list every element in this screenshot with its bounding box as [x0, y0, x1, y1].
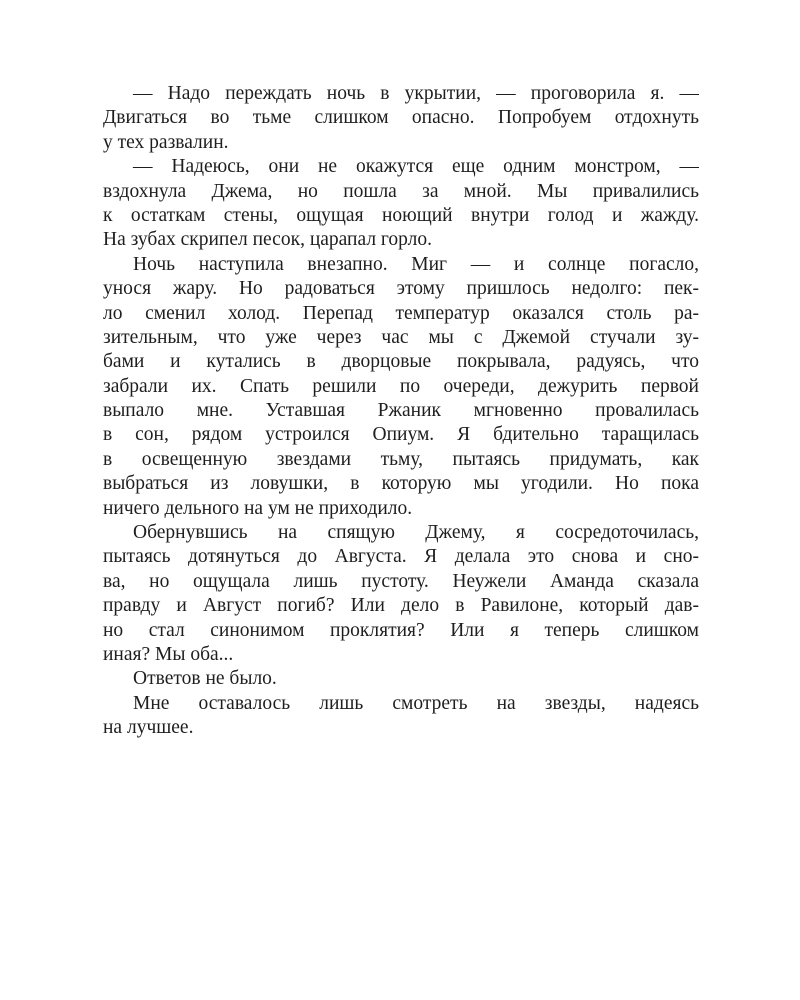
text-line: унося жару. Но радоваться этому пришлось недолго: пек-	[103, 278, 699, 300]
text-line: правду и Август погиб? Или дело в Равилоне, который дав-	[103, 595, 699, 617]
text-line: На зубах скрипел песок, царапал горло.	[103, 229, 433, 251]
text-line: вздохнула Джема, но пошла за мной. Мы привалились	[103, 180, 699, 202]
paragraph-1	[103, 82, 699, 155]
text-line: — Надеюсь, они не окажутся еще одним монстром, —	[133, 156, 699, 178]
text-line: ва, но ощущала лишь пустоту. Неужели Аманда сказала	[103, 570, 699, 592]
text-line: в освещенную звездами тьму, пытаясь придумать, как	[103, 448, 699, 470]
text-line: Ответов не было.	[133, 668, 277, 690]
paragraph-2	[103, 155, 699, 253]
text-line: ничего дельного на ум не приходило.	[103, 497, 413, 519]
page-text	[103, 82, 699, 741]
text-line: — Надо переждать ночь в укрытии, — проговорила я. —	[133, 83, 699, 104]
paragraph-3	[103, 253, 699, 521]
text-line: Ночь наступила внезапно. Миг — и солнце погасло,	[133, 253, 699, 275]
text-line: выпало мне. Уставшая Ржаник мгновенно провалилась	[103, 400, 699, 422]
text-line: но стал синонимом проклятия? Или я теперь слишком	[103, 619, 699, 641]
text-line: к остаткам стены, ощущая ноющий внутри голод и жажду.	[103, 204, 699, 226]
text-line: на лучшее.	[103, 717, 194, 739]
text-line: пытаясь дотянуться до Августа. Я делала это снова и сно-	[103, 546, 699, 568]
text-line: забрали их. Спать решили по очереди, дежурить первой	[103, 375, 699, 397]
text-line: зительным, что уже через час мы с Джемой стучали зу-	[103, 326, 699, 348]
text-line: Двигаться во тьме слишком опасно. Попробуем отдохнуть	[103, 107, 699, 129]
paragraph-5	[103, 667, 699, 691]
text-line: Обернувшись на спящую Джему, я сосредоточилась,	[133, 522, 699, 544]
text-line: Мне оставалось лишь смотреть на звезды, надеясь	[133, 692, 699, 714]
text-line: в сон, рядом устроился Опиум. Я бдительно таращилась	[103, 424, 699, 446]
text-line: иная? Мы оба...	[103, 643, 234, 665]
paragraph-4	[103, 521, 699, 667]
text-line: у тех развалин.	[103, 131, 229, 153]
text-line: ло сменил холод. Перепад температур оказался столь ра-	[103, 302, 699, 324]
paragraph-6	[103, 692, 699, 741]
text-line: выбраться из ловушки, в которую мы угодили. Но пока	[103, 473, 699, 495]
text-line: бами и кутались в дворцовые покрывала, радуясь, что	[103, 351, 699, 373]
